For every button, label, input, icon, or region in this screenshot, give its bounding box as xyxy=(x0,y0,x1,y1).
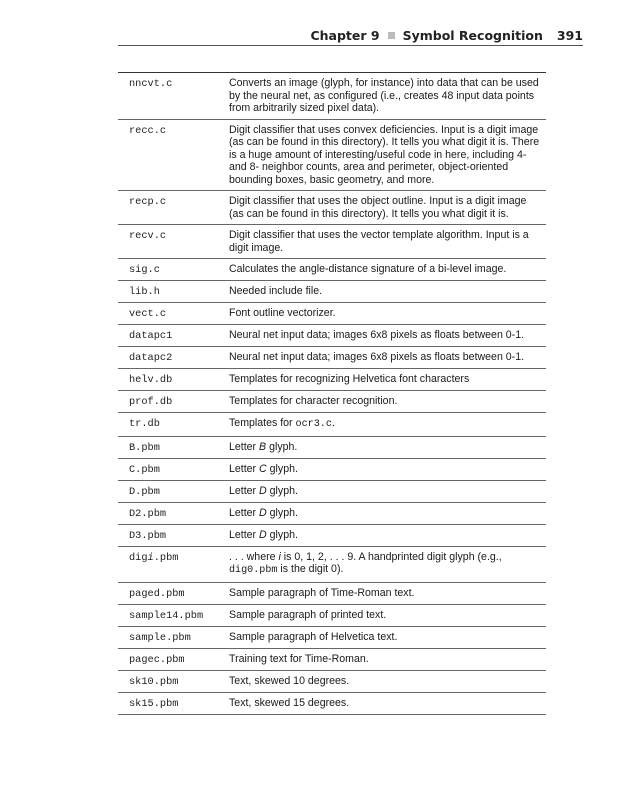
file-description: Sample paragraph of Helvetica text. xyxy=(229,630,398,643)
desc-text: . xyxy=(331,417,335,429)
file-table xyxy=(118,72,546,715)
desc-text: Letter xyxy=(229,462,260,475)
table-row xyxy=(118,459,546,481)
file-name-var: i xyxy=(147,551,154,564)
file-name: sig.c xyxy=(129,264,160,276)
file-description: Digit classifier that uses convex deficiencies. Input is a digit image (as can be found in this directory). It tells you what digit it is. There is a huge amount of interesting/useful code in here, including 4- and 8- neighbor counts, area and perimeter, object-oriented bounding boxes, basic geometry, and more. xyxy=(229,123,540,186)
page-number: 391 xyxy=(556,28,583,43)
table-row xyxy=(118,391,546,413)
desc-text: Letter xyxy=(229,506,260,519)
table-row xyxy=(118,413,546,437)
file-description xyxy=(229,529,546,542)
running-header xyxy=(118,28,583,46)
file-description: Needed include file. xyxy=(229,285,323,297)
desc-text: Letter xyxy=(229,440,260,453)
file-description xyxy=(229,463,546,476)
file-name: datapc1 xyxy=(129,330,173,342)
file-description: Text, skewed 15 degrees. xyxy=(229,696,350,709)
file-name: sk15.pbm xyxy=(129,697,179,710)
file-description xyxy=(229,485,546,498)
file-name-part: .pbm xyxy=(153,551,179,564)
table-row xyxy=(118,303,546,325)
table-row xyxy=(118,671,546,693)
table-row xyxy=(118,583,546,605)
table-row xyxy=(118,649,546,671)
file-name: sk10.pbm xyxy=(129,675,179,688)
file-description: Converts an image (glyph, for instance) into data that can be used by the neural net, as configured (i.e., creates 48 input data points from arbitrarily sized pixel data). xyxy=(229,77,539,114)
file-name: datapc2 xyxy=(129,352,173,364)
file-description: Font outline vectorizer. xyxy=(229,307,336,319)
desc-code: ocr3.c xyxy=(295,419,332,430)
file-description: Neural net input data; images 6x8 pixels as floats between 0-1. xyxy=(229,351,525,363)
desc-text: glyph. xyxy=(266,528,298,541)
desc-text: . . . where xyxy=(229,550,279,563)
separator-square-icon xyxy=(388,32,395,39)
desc-letter: D xyxy=(259,528,267,541)
table-row xyxy=(118,120,546,192)
file-description xyxy=(229,417,546,432)
file-description: Templates for character recognition. xyxy=(229,395,398,407)
file-name: helv.db xyxy=(129,374,173,386)
table-row xyxy=(118,325,546,347)
file-name: D.pbm xyxy=(129,485,160,498)
file-description xyxy=(229,551,546,578)
file-description xyxy=(229,441,546,454)
desc-text: glyph. xyxy=(266,462,298,475)
desc-text: glyph. xyxy=(266,484,298,497)
file-name: recc.c xyxy=(129,124,167,137)
table-row xyxy=(118,605,546,627)
file-name: D2.pbm xyxy=(129,507,167,520)
file-name: sample.pbm xyxy=(129,631,191,644)
table-row xyxy=(118,347,546,369)
file-name: lib.h xyxy=(129,286,160,298)
desc-text: Templates for xyxy=(229,417,296,429)
file-description: Training text for Time-Roman. xyxy=(229,652,369,665)
file-name-part: dig xyxy=(129,551,148,564)
desc-var: i xyxy=(278,550,281,563)
desc-letter: C xyxy=(259,462,267,475)
file-description: Neural net input data; images 6x8 pixels as floats between 0-1. xyxy=(229,329,525,341)
chapter-label: Chapter 9 xyxy=(310,28,380,43)
file-name: C.pbm xyxy=(129,463,160,476)
file-description: Templates for recognizing Helvetica font characters xyxy=(229,373,470,385)
file-name: B.pbm xyxy=(129,441,160,454)
file-name: paged.pbm xyxy=(129,587,185,600)
file-description: Digit classifier that uses the object outline. Input is a digit image (as can be found in this directory). It tells you what digit it is. xyxy=(229,195,527,220)
file-description: Sample paragraph of printed text. xyxy=(229,608,387,621)
table-row xyxy=(118,191,546,225)
table-row xyxy=(118,281,546,303)
file-description: Sample paragraph of Time-Roman text. xyxy=(229,586,415,599)
table-row xyxy=(118,503,546,525)
desc-letter: D xyxy=(259,484,267,497)
file-name: recp.c xyxy=(129,196,167,208)
table-row xyxy=(118,437,546,459)
desc-text: is the digit 0). xyxy=(277,563,344,575)
table-row xyxy=(118,525,546,547)
desc-text: Letter xyxy=(229,484,260,497)
file-name: prof.db xyxy=(129,396,173,408)
table-row xyxy=(118,73,546,120)
desc-code: dig0.pbm xyxy=(229,565,278,576)
table-row xyxy=(118,547,546,583)
table-row xyxy=(118,627,546,649)
table-row xyxy=(118,481,546,503)
file-name: pagec.pbm xyxy=(129,653,185,666)
file-name: recv.c xyxy=(129,230,167,242)
desc-letter: D xyxy=(259,506,267,519)
table-row xyxy=(118,259,546,281)
file-description: Calculates the angle-distance signature of a bi-level image. xyxy=(229,263,507,275)
desc-text: glyph. xyxy=(266,506,298,519)
file-description: Digit classifier that uses the vector template algorithm. Input is a digit image. xyxy=(229,229,529,254)
file-name: D3.pbm xyxy=(129,529,167,542)
desc-text: is 0, 1, 2, . . . 9. A handprinted digit glyph (e.g., xyxy=(280,550,502,563)
file-description: Text, skewed 10 degrees. xyxy=(229,674,350,687)
file-name xyxy=(118,551,229,578)
file-name: sample14.pbm xyxy=(129,609,204,622)
section-title: Symbol Recognition xyxy=(402,28,543,43)
file-name: nncvt.c xyxy=(129,78,173,90)
file-description xyxy=(229,507,546,520)
file-name: vect.c xyxy=(129,308,167,320)
table-row xyxy=(118,225,546,259)
file-name: tr.db xyxy=(129,418,160,430)
desc-text: Letter xyxy=(229,528,260,541)
desc-letter: B xyxy=(259,440,267,453)
table-row xyxy=(118,693,546,715)
table-row xyxy=(118,369,546,391)
header-rule xyxy=(118,45,583,46)
desc-text: glyph. xyxy=(266,440,298,453)
